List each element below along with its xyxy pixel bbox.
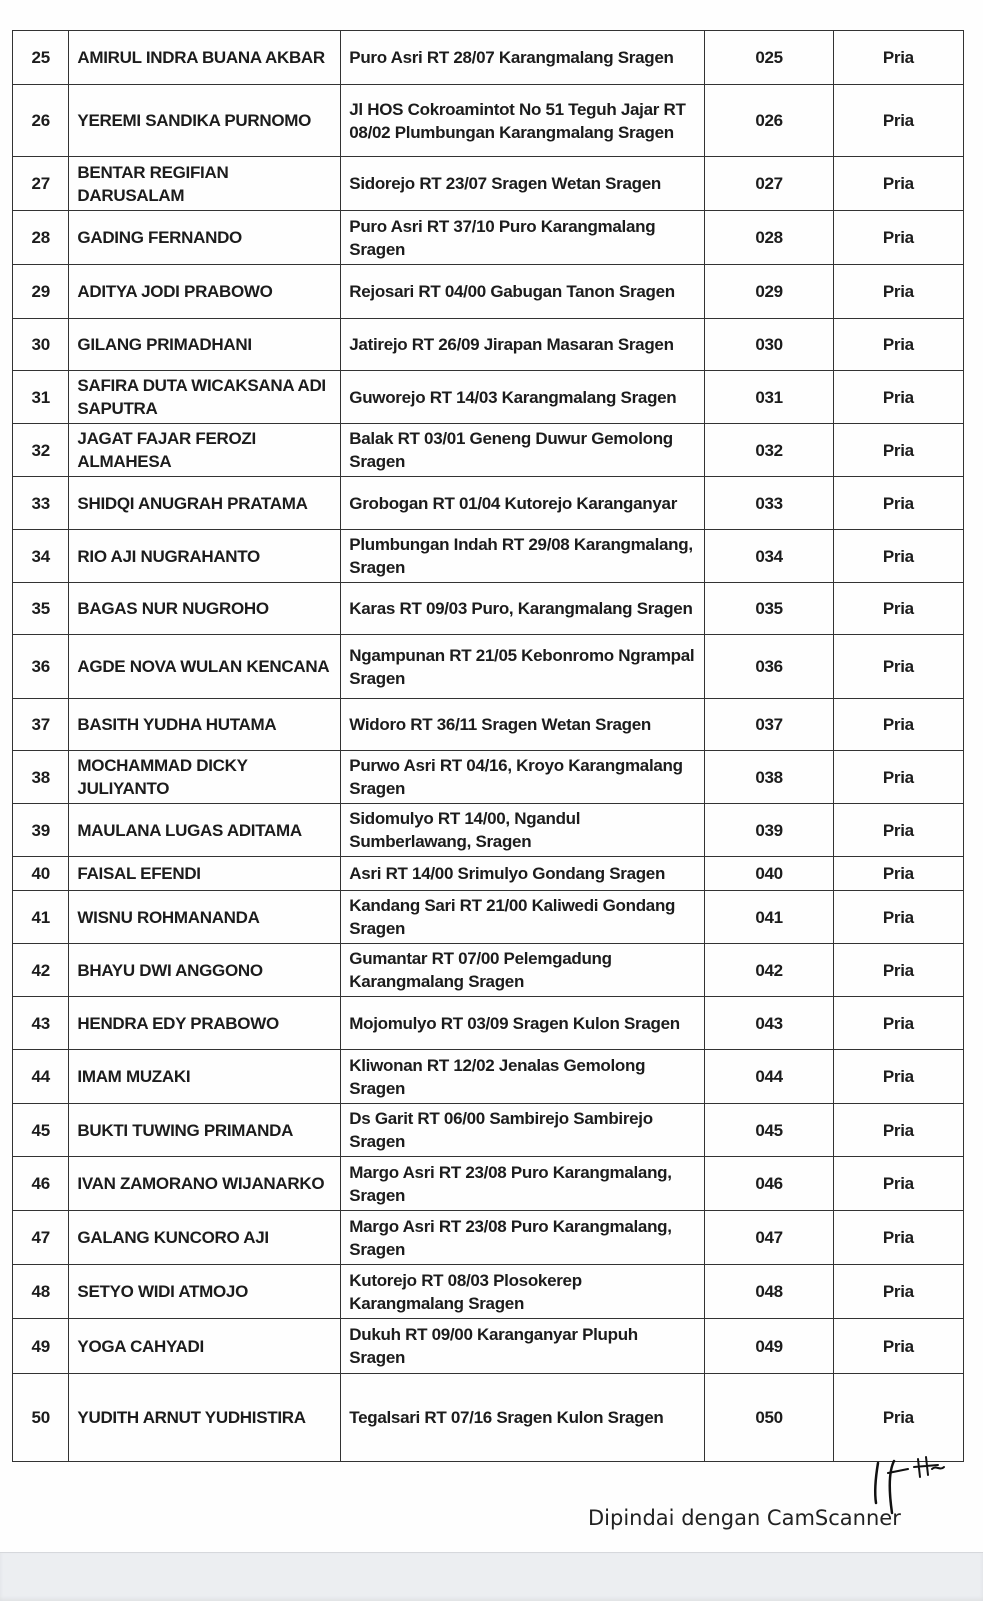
row-number-cell: 25: [13, 31, 69, 85]
participant-code-cell: 039: [705, 804, 833, 857]
participant-name-cell: BASITH YUDHA HUTAMA: [69, 699, 341, 751]
row-number-cell: 36: [13, 635, 69, 699]
table-row: [13, 699, 964, 751]
row-number-cell: 39: [13, 804, 69, 857]
address-cell: Tegalsari RT 07/16 Sragen Kulon Sragen: [341, 1374, 705, 1462]
viewer-bottom-bar: [0, 1552, 983, 1601]
address-cell: Balak RT 03/01 Geneng Duwur Gemolong Sragen: [341, 424, 705, 477]
participant-code-cell: 045: [705, 1104, 833, 1157]
table-row: [13, 85, 964, 157]
camscanner-footer-note: Dipindai dengan CamScanner: [588, 1506, 901, 1530]
participant-name-cell: ADITYA JODI PRABOWO: [69, 265, 341, 319]
participant-name-cell: BUKTI TUWING PRIMANDA: [69, 1104, 341, 1157]
row-number-cell: 40: [13, 857, 69, 891]
table-row: [13, 211, 964, 265]
row-number-cell: 41: [13, 891, 69, 944]
participant-code-cell: 036: [705, 635, 833, 699]
table-row: [13, 1157, 964, 1211]
participant-code-cell: 047: [705, 1211, 833, 1265]
table-row: [13, 424, 964, 477]
gender-cell: Pria: [833, 1104, 963, 1157]
table-row: [13, 891, 964, 944]
table-row: [13, 1374, 964, 1462]
participant-code-cell: 030: [705, 319, 833, 371]
participant-name-cell: AGDE NOVA WULAN KENCANA: [69, 635, 341, 699]
participant-code-cell: 038: [705, 751, 833, 804]
participant-name-cell: GADING FERNANDO: [69, 211, 341, 265]
table-row: [13, 530, 964, 583]
gender-cell: Pria: [833, 85, 963, 157]
table-row: [13, 857, 964, 891]
table-row: [13, 319, 964, 371]
address-cell: Dukuh RT 09/00 Karanganyar Plupuh Sragen: [341, 1319, 705, 1374]
address-cell: Jl HOS Cokroamintot No 51 Teguh Jajar RT 08/02 Plumbungan Karangmalang Sragen: [341, 85, 705, 157]
row-number-cell: 44: [13, 1050, 69, 1104]
participant-name-cell: AMIRUL INDRA BUANA AKBAR: [69, 31, 341, 85]
table-row: [13, 1211, 964, 1265]
participant-name-cell: RIO AJI NUGRAHANTO: [69, 530, 341, 583]
row-number-cell: 26: [13, 85, 69, 157]
row-number-cell: 45: [13, 1104, 69, 1157]
address-cell: Jatirejo RT 26/09 Jirapan Masaran Sragen: [341, 319, 705, 371]
table-row: [13, 371, 964, 424]
address-cell: Purwo Asri RT 04/16, Kroyo Karangmalang Sragen: [341, 751, 705, 804]
participant-code-cell: 049: [705, 1319, 833, 1374]
participant-code-cell: 028: [705, 211, 833, 265]
table-row: [13, 751, 964, 804]
row-number-cell: 48: [13, 1265, 69, 1319]
table-row: [13, 265, 964, 319]
participant-name-cell: YOGA CAHYADI: [69, 1319, 341, 1374]
gender-cell: Pria: [833, 211, 963, 265]
participant-code-cell: 035: [705, 583, 833, 635]
table-row: [13, 583, 964, 635]
gender-cell: Pria: [833, 424, 963, 477]
gender-cell: Pria: [833, 804, 963, 857]
row-number-cell: 49: [13, 1319, 69, 1374]
gender-cell: Pria: [833, 583, 963, 635]
row-number-cell: 29: [13, 265, 69, 319]
address-cell: Sidorejo RT 23/07 Sragen Wetan Sragen: [341, 157, 705, 211]
gender-cell: Pria: [833, 265, 963, 319]
participant-name-cell: WISNU ROHMANANDA: [69, 891, 341, 944]
gender-cell: Pria: [833, 699, 963, 751]
table-row: [13, 1319, 964, 1374]
row-number-cell: 46: [13, 1157, 69, 1211]
gender-cell: Pria: [833, 477, 963, 530]
participant-name-cell: SHIDQI ANUGRAH PRATAMA: [69, 477, 341, 530]
address-cell: Asri RT 14/00 Srimulyo Gondang Sragen: [341, 857, 705, 891]
gender-cell: Pria: [833, 1319, 963, 1374]
address-cell: Puro Asri RT 28/07 Karangmalang Sragen: [341, 31, 705, 85]
address-cell: Kutorejo RT 08/03 Plosokerep Karangmalang Sragen: [341, 1265, 705, 1319]
participant-table-body: [13, 31, 964, 1462]
gender-cell: Pria: [833, 371, 963, 424]
participant-code-cell: 026: [705, 85, 833, 157]
address-cell: Ds Garit RT 06/00 Sambirejo Sambirejo Sragen: [341, 1104, 705, 1157]
table-row: [13, 1050, 964, 1104]
gender-cell: Pria: [833, 751, 963, 804]
address-cell: Ngampunan RT 21/05 Kebonromo Ngrampal Sragen: [341, 635, 705, 699]
gender-cell: Pria: [833, 31, 963, 85]
address-cell: Kandang Sari RT 21/00 Kaliwedi Gondang Sragen: [341, 891, 705, 944]
gender-cell: Pria: [833, 997, 963, 1050]
row-number-cell: 31: [13, 371, 69, 424]
address-cell: Karas RT 09/03 Puro, Karangmalang Sragen: [341, 583, 705, 635]
participant-name-cell: HENDRA EDY PRABOWO: [69, 997, 341, 1050]
row-number-cell: 28: [13, 211, 69, 265]
row-number-cell: 43: [13, 997, 69, 1050]
participant-code-cell: 040: [705, 857, 833, 891]
row-number-cell: 42: [13, 944, 69, 997]
table-row: [13, 997, 964, 1050]
participant-name-cell: GALANG KUNCORO AJI: [69, 1211, 341, 1265]
participant-code-cell: 042: [705, 944, 833, 997]
table-row: [13, 635, 964, 699]
participant-code-cell: 044: [705, 1050, 833, 1104]
gender-cell: Pria: [833, 319, 963, 371]
participant-name-cell: MOCHAMMAD DICKY JULIYANTO: [69, 751, 341, 804]
table-row: [13, 944, 964, 997]
participant-code-cell: 029: [705, 265, 833, 319]
address-cell: Margo Asri RT 23/08 Puro Karangmalang, Sragen: [341, 1211, 705, 1265]
address-cell: Margo Asri RT 23/08 Puro Karangmalang, Sragen: [341, 1157, 705, 1211]
table-row: [13, 804, 964, 857]
participant-name-cell: GILANG PRIMADHANI: [69, 319, 341, 371]
participant-code-cell: 037: [705, 699, 833, 751]
participant-code-cell: 050: [705, 1374, 833, 1462]
address-cell: Plumbungan Indah RT 29/08 Karangmalang, Sragen: [341, 530, 705, 583]
participant-name-cell: JAGAT FAJAR FEROZI ALMAHESA: [69, 424, 341, 477]
row-number-cell: 38: [13, 751, 69, 804]
gender-cell: Pria: [833, 1374, 963, 1462]
address-cell: Gumantar RT 07/00 Pelemgadung Karangmalang Sragen: [341, 944, 705, 997]
participant-name-cell: YUDITH ARNUT YUDHISTIRA: [69, 1374, 341, 1462]
row-number-cell: 50: [13, 1374, 69, 1462]
gender-cell: Pria: [833, 1050, 963, 1104]
address-cell: Grobogan RT 01/04 Kutorejo Karanganyar: [341, 477, 705, 530]
participant-code-cell: 048: [705, 1265, 833, 1319]
address-cell: Rejosari RT 04/00 Gabugan Tanon Sragen: [341, 265, 705, 319]
participant-name-cell: YEREMI SANDIKA PURNOMO: [69, 85, 341, 157]
participant-code-cell: 032: [705, 424, 833, 477]
address-cell: Puro Asri RT 37/10 Puro Karangmalang Sragen: [341, 211, 705, 265]
address-cell: Widoro RT 36/11 Sragen Wetan Sragen: [341, 699, 705, 751]
row-number-cell: 34: [13, 530, 69, 583]
address-cell: Guworejo RT 14/03 Karangmalang Sragen: [341, 371, 705, 424]
participant-code-cell: 031: [705, 371, 833, 424]
participant-name-cell: SAFIRA DUTA WICAKSANA ADI SAPUTRA: [69, 371, 341, 424]
gender-cell: Pria: [833, 944, 963, 997]
table-row: [13, 157, 964, 211]
row-number-cell: 35: [13, 583, 69, 635]
participant-name-cell: BENTAR REGIFIAN DARUSALAM: [69, 157, 341, 211]
address-cell: Mojomulyo RT 03/09 Sragen Kulon Sragen: [341, 997, 705, 1050]
row-number-cell: 33: [13, 477, 69, 530]
participant-code-cell: 046: [705, 1157, 833, 1211]
participant-name-cell: FAISAL EFENDI: [69, 857, 341, 891]
address-cell: Sidomulyo RT 14/00, Ngandul Sumberlawang, Sragen: [341, 804, 705, 857]
gender-cell: Pria: [833, 1211, 963, 1265]
participant-code-cell: 034: [705, 530, 833, 583]
participant-name-cell: SETYO WIDI ATMOJO: [69, 1265, 341, 1319]
table-row: [13, 31, 964, 85]
participant-code-cell: 041: [705, 891, 833, 944]
gender-cell: Pria: [833, 891, 963, 944]
row-number-cell: 32: [13, 424, 69, 477]
participant-code-cell: 043: [705, 997, 833, 1050]
row-number-cell: 27: [13, 157, 69, 211]
participant-name-cell: BAGAS NUR NUGROHO: [69, 583, 341, 635]
table-row: [13, 477, 964, 530]
gender-cell: Pria: [833, 1265, 963, 1319]
participant-code-cell: 025: [705, 31, 833, 85]
address-cell: Kliwonan RT 12/02 Jenalas Gemolong Sragen: [341, 1050, 705, 1104]
gender-cell: Pria: [833, 157, 963, 211]
table-row: [13, 1104, 964, 1157]
gender-cell: Pria: [833, 530, 963, 583]
gender-cell: Pria: [833, 857, 963, 891]
table-row: [13, 1265, 964, 1319]
participant-table: [12, 30, 964, 1462]
participant-code-cell: 027: [705, 157, 833, 211]
participant-code-cell: 033: [705, 477, 833, 530]
gender-cell: Pria: [833, 1157, 963, 1211]
participant-name-cell: BHAYU DWI ANGGONO: [69, 944, 341, 997]
participant-name-cell: IMAM MUZAKI: [69, 1050, 341, 1104]
row-number-cell: 30: [13, 319, 69, 371]
gender-cell: Pria: [833, 635, 963, 699]
row-number-cell: 37: [13, 699, 69, 751]
participant-name-cell: MAULANA LUGAS ADITAMA: [69, 804, 341, 857]
row-number-cell: 47: [13, 1211, 69, 1265]
participant-name-cell: IVAN ZAMORANO WIJANARKO: [69, 1157, 341, 1211]
